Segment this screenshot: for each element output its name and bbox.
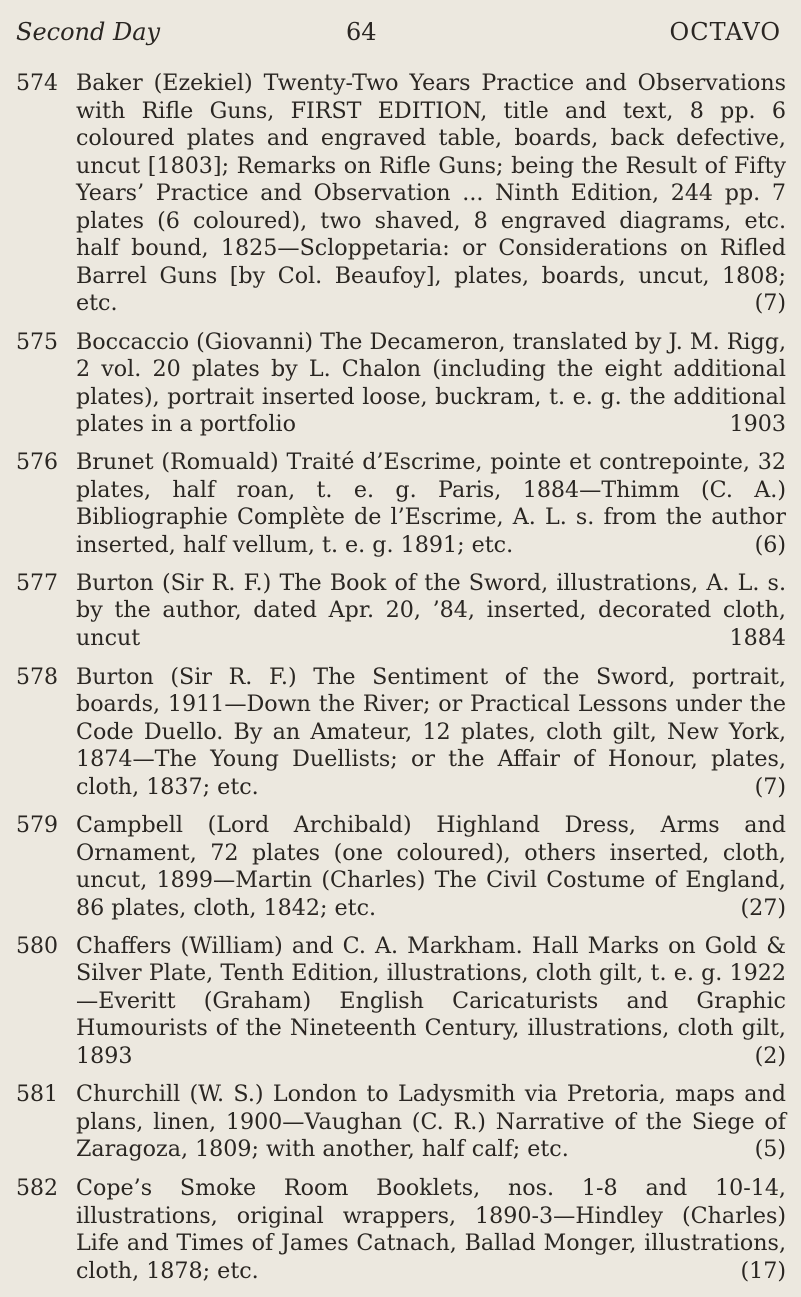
running-head-left: Second Day (16, 18, 161, 46)
lot-text: Brunet (Romuald) Traité d’Escrime, pointe et contrepointe, 32 plates, half roan, t. e. g. Paris, 1884—Thimm (C. A.) Bibliographie Complète de l’Escrime, A. L. s. from the author inserted, half vellum, t. e. g. 1891; etc. (76, 449, 786, 558)
lot-text: Churchill (W. S.) London to Ladysmith via Pretoria, maps and plans, linen, 1900—Vaughan (C. R.) Narrative of the Siege of Zaragoza, 1809; with another, half calf; etc. (76, 1081, 786, 1163)
lot-date: (5) (754, 1136, 786, 1163)
lot-description (76, 1081, 786, 1164)
lot-description (76, 933, 786, 1071)
lot-description (76, 812, 786, 922)
lot-description (76, 449, 786, 559)
lot-entry (16, 70, 786, 318)
lot-date: (6) (754, 531, 786, 558)
lot-number: 582 (16, 1176, 58, 1201)
lot-text: Boccaccio (Giovanni) The Decameron, translated by J. M. Rigg, 2 vol. 20 plates by L. Chalon (including the eight additional plates), portrait inserted loose, buckram, t. e. g. the additional plates in a portfolio (76, 328, 786, 438)
lot-description (76, 1175, 786, 1285)
lot-number: 576 (16, 450, 58, 476)
lot-description (76, 70, 786, 318)
lot-date: (7) (754, 290, 786, 316)
page-header (16, 18, 781, 54)
lot-number: 575 (16, 329, 58, 355)
lot-number: 581 (16, 1082, 58, 1108)
lot-entry (16, 1175, 786, 1285)
lot-date: 1903 (729, 411, 786, 438)
lot-number: 577 (16, 570, 58, 596)
lot-entry (16, 933, 786, 1071)
lot-entry (16, 329, 786, 439)
lot-text: Baker (Ezekiel) Twenty-Two Years Practice and Observations with Rifle Guns, FIRST EDITION, title and text, 8 pp. 6 coloured plates and engraved table, boards, back defective, uncut [1803]; Remarks on Rifle Guns; being the Result of Fifty Years’ Practice and Observation ... Ninth Edition, 244 pp. 7 plates (6 coloured), two shaved, 8 engraved diagrams, etc. half bound, 1825—Scloppetaria: or Considerations on Rifled Barrel Guns [by Col. Beaufoy], plates, boards, uncut, 1808; etc. (76, 70, 786, 316)
lot-entry (16, 1081, 786, 1164)
lot-date: 1884 (729, 624, 786, 651)
lot-text: Burton (Sir R. F.) The Sentiment of the Sword, portrait, boards, 1911—Down the River; or Practical Lessons under the Code Duello. By an Amateur, 12 plates, cloth gilt, New York, 1874—The Young Duellists; or the Affair of Honour, plates, cloth, 1837; etc. (76, 663, 786, 800)
lot-description (76, 570, 786, 653)
running-head-right: OCTAVO (669, 18, 781, 46)
lot-entry (16, 664, 786, 802)
lot-text: Campbell (Lord Archibald) Highland Dress, Arms and Ornament, 72 plates (one coloured), others inserted, cloth, uncut, 1899—Martin (Charles) The Civil Costume of England, 86 plates, cloth, 1842; etc. (76, 812, 786, 921)
lot-number: 578 (16, 664, 58, 690)
lot-text: Chaffers (William) and C. A. Markham. Hall Marks on Gold & Silver Plate, Tenth Edition, illustrations, cloth gilt, t. e. g. 1922—Everitt (Graham) English Caricaturists and Graphic Humourists of the Nineteenth Century, illustrations, cloth gilt, 1893 (76, 932, 786, 1069)
lot-entry (16, 449, 786, 559)
lot-number: 579 (16, 813, 58, 839)
lot-entry (16, 570, 786, 653)
lot-date: (7) (754, 773, 786, 800)
lot-number: 580 (16, 933, 58, 959)
lot-date: (2) (754, 1042, 786, 1069)
lot-date: (27) (740, 894, 786, 921)
page-number: 64 (346, 18, 377, 46)
lot-date: (17) (740, 1257, 786, 1284)
lot-description (76, 664, 786, 802)
lot-description (76, 329, 786, 439)
lot-text: Burton (Sir R. F.) The Book of the Sword, illustrations, A. L. s. by the author, dated Apr. 20, ’84, inserted, decorated cloth, uncut (76, 569, 786, 651)
lot-entry (16, 812, 786, 922)
lot-text: Cope’s Smoke Room Booklets, nos. 1-8 and 10-14, illustrations, original wrappers, 1890-3—Hindley (Charles) Life and Times of James Catnach, Ballad Monger, illustrations, cloth, 1878; etc. (76, 1175, 786, 1284)
lot-number: 574 (16, 71, 58, 96)
